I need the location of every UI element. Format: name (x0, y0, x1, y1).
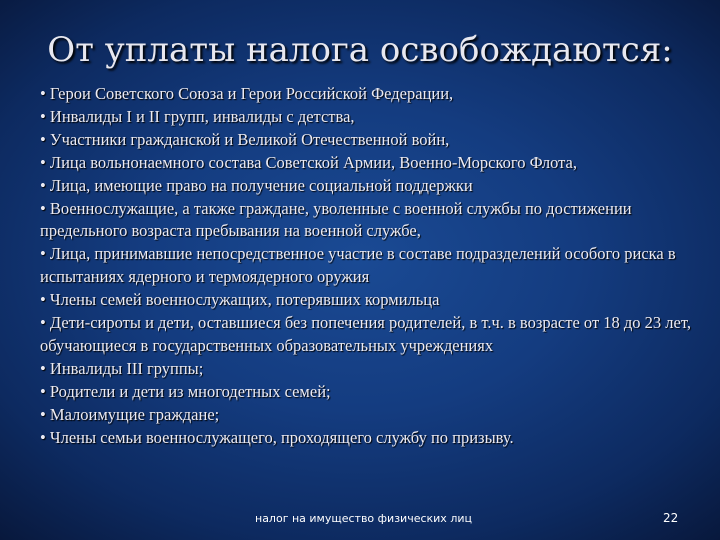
list-item: • Члены семьи военнослужащего, проходящего службу по призыву. (40, 427, 514, 447)
list-item: • Члены семей военнослужащих, потерявших кормильца (40, 290, 440, 310)
list-item: • Инвалиды III группы; (40, 358, 204, 378)
list-item: • Инвалиды I и II групп, инвалиды с детства, (40, 106, 355, 126)
list-item: • Лица вольнонаемного состава Советской Армии, Военно-Морского Флота, (40, 152, 577, 172)
exemption-list (40, 83, 700, 450)
list-item: • Малоимущие граждане; (40, 404, 220, 424)
list-item: • Участники гражданской и Великой Отечественной войн, (40, 129, 450, 149)
list-item: • Военнослужащие, а также граждане, уволенные с военной службы по достижении предельного возраста пребывания на военной службе, (40, 198, 632, 241)
list-item: • Дети-сироты и дети, оставшиеся без попечения родителей, в т.ч. в возрасте от 18 до 23 лет, обучающиеся в государственных образовательных учреждениях (40, 313, 691, 355)
slide-page-number: 22 (663, 511, 679, 525)
slide-footer: налог на имущество физических лиц (255, 512, 472, 525)
list-item: • Лица, принимавшие непосредственное участие в составе подразделений особого риска в испытаниях ядерного и термоядерного оружия (40, 244, 676, 287)
list-item: • Родители и дети из многодетных семей; (40, 381, 331, 401)
list-item: • Лица, имеющие право на получение социальной поддержки (40, 175, 473, 195)
slide-title: От уплаты налога освобождаются: (47, 30, 673, 70)
list-item: • Герои Советского Союза и Герои Российской Федерации, (40, 84, 454, 103)
